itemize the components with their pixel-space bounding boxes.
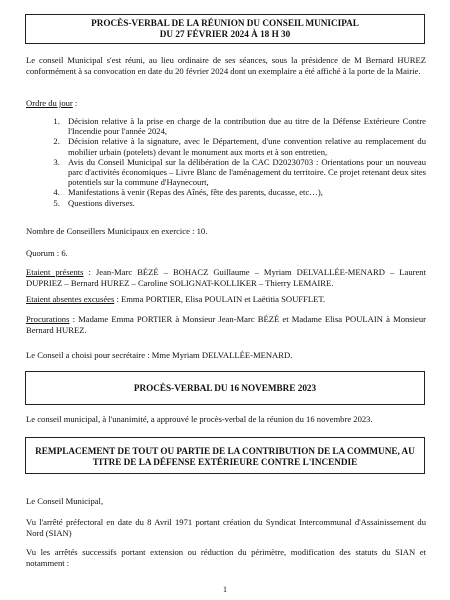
councillors-count: Nombre de Conseillers Municipaux en exercice : 10. — [26, 226, 208, 236]
title-box — [25, 14, 425, 44]
section-box-minutes — [25, 371, 425, 405]
title-line-1: PROCÈS-VERBAL DE LA RÉUNION DU CONSEIL MUNICIPAL — [91, 18, 359, 28]
intro-paragraph: Le conseil Municipal s'est réuni, au lieu ordinaire de ses séances, sous la présidence de M Bernard HUREZ conformément à sa convocation en date du 20 février 2024 dont un exemplaire a été affiché à la porte de la Mairie. — [26, 55, 426, 76]
page-number: 1 — [223, 585, 227, 594]
agenda-title: Ordre du jour — [26, 98, 73, 108]
absent-paragraph — [26, 294, 426, 305]
agenda-heading — [26, 98, 426, 109]
decree-paragraph-1: Vu l'arrêté préfectoral en date du 8 Avril 1971 portant création du Syndicat Intercommunal d'Assainissement du Nord (SIAN) — [26, 517, 426, 538]
section-box-fire-defense — [25, 437, 425, 474]
agenda-item: 2. Décision relative à la signature, avec le Département, d'une convention relative au remplacement du mobilier urbain (potelets) devant le monument aux morts et à son entretien, — [62, 136, 426, 156]
agenda-item: 1. Décision relative à la prise en charge de la contribution due au titre de la Défense Extérieure Contre l'Incendie pour l'année 2024, — [62, 116, 426, 136]
section-title-line-2: TITRE DE LA DÉFENSE EXTÉRIEURE CONTRE L'INCENDIE — [92, 457, 358, 467]
decree-paragraph-2: Vu les arrêtés successifs portant extension ou réduction du périmètre, modification des statuts du SIAN et notamment : — [26, 547, 426, 568]
title-line-2: DU 27 FÉVRIER 2024 À 18 H 30 — [159, 29, 291, 39]
absent-label: Etaient absentes excusées — [26, 294, 115, 304]
agenda-item: 4. Manifestations à venir (Repas des Aînés, fête des parents, ducasse, etc…), — [62, 187, 426, 197]
council-paragraph: Le Conseil Municipal, — [26, 496, 104, 506]
proxies-text: : Madame Emma PORTIER à Monsieur Jean-Marc BÉZÉ et Madame Elisa POULAIN à Monsieur Bernard HUREZ. — [26, 314, 426, 335]
quorum: Quorum : 6. — [26, 248, 68, 258]
proxies-paragraph — [26, 314, 426, 335]
present-paragraph — [26, 267, 426, 288]
secretary-paragraph: Le Conseil a choisi pour secrétaire : Mme Myriam DELVALLÉE-MENARD. — [26, 350, 293, 360]
present-text: : Jean-Marc BÉZÉ – BOHACZ Guillaume – Myriam DELVALLÉE-MENARD – Laurent DUPRIEZ – Bernard HUREZ – Caroline SOLIGNAT-KOLLIKER – Thierry LEMAIRE. — [26, 267, 426, 288]
section-title-minutes: PROCÈS-VERBAL DU 16 NOVEMBRE 2023 — [133, 383, 317, 393]
agenda-colon: : — [72, 98, 78, 108]
proxies-label: Procurations — [26, 314, 70, 324]
absent-text: : Emma PORTIER, Elisa POULAIN et Laëtitia SOUFFLET. — [114, 294, 326, 304]
agenda-item: 3. Avis du Conseil Municipal sur la délibération de la CAC D20230703 : Orientations pour un nouveau parc d'activités économiques – Livre Blanc de l'aménagement du territoire. Ce projet retenant deux sites potentiels sur la commune d'Haynecourt, — [62, 157, 426, 188]
present-label: Etaient présents — [26, 267, 84, 277]
section-title-line-1: REMPLACEMENT DE TOUT OU PARTIE DE LA CONTRIBUTION DE LA COMMUNE, AU — [35, 446, 415, 456]
approval-paragraph: Le conseil municipal, à l'unanimité, a approuvé le procès-verbal de la réunion du 16 novembre 2023. — [26, 414, 373, 424]
agenda-item: 5. Questions diverses. — [62, 198, 426, 208]
agenda-list — [40, 116, 426, 208]
